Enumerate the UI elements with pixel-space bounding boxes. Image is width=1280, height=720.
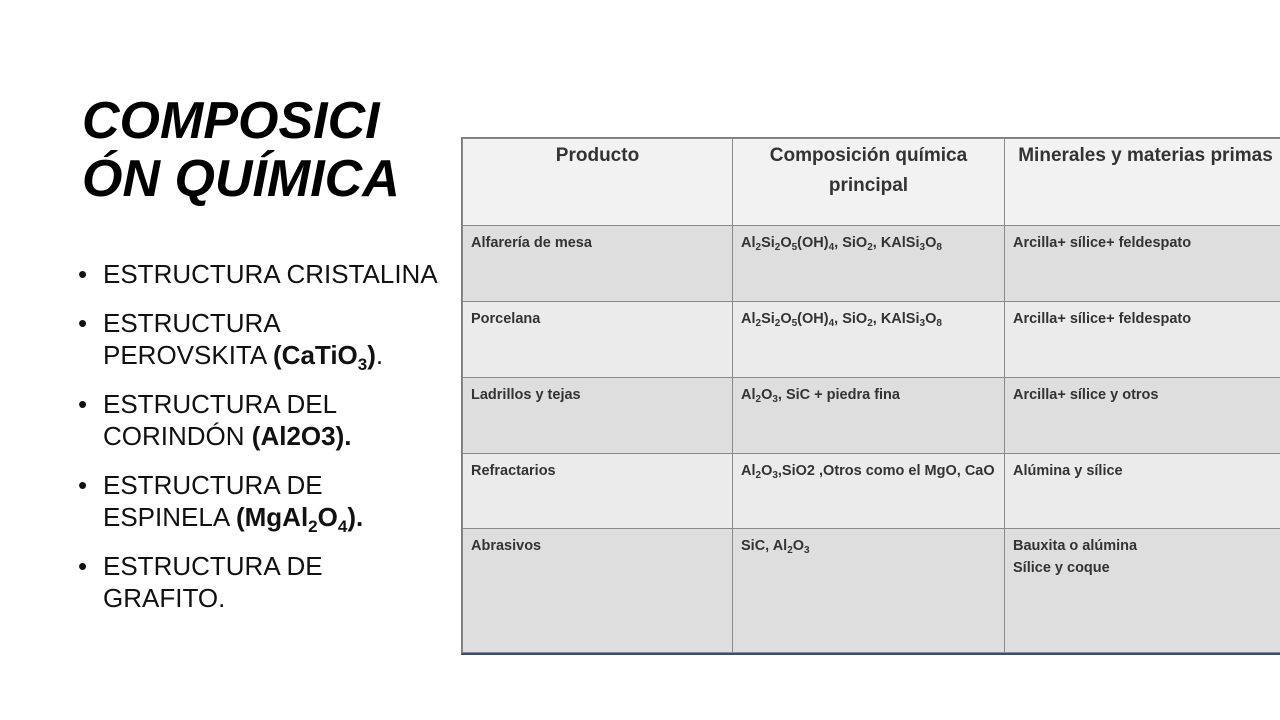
formula-subscript: 2 (867, 242, 873, 253)
cell-producto: Alfarería de mesa (463, 226, 733, 302)
bullet-subscript: 3 (357, 355, 368, 374)
formula-subscript: 5 (791, 317, 798, 329)
formula-subscript: 3 (919, 317, 926, 329)
bullet-item: • ESTRUCTURA DE GRAFITO. (78, 550, 438, 614)
bullet-formula: (Al2O3). (251, 421, 352, 451)
bullet-item: • ESTRUCTURA CRISTALINA (78, 258, 438, 290)
cell-minerales: Arcilla+ sílice y otros (1005, 377, 1280, 453)
header-composicion: Composición química principal (733, 139, 1005, 226)
cell-producto: Abrasivos (463, 529, 733, 653)
bullet-formula: O (317, 502, 338, 532)
bullet-formula: ). (347, 502, 364, 532)
formula-subscript: 8 (936, 242, 942, 253)
bullet-formula: (MgAl (235, 502, 309, 532)
formula-subscript: 8 (936, 317, 942, 329)
cell-composicion: $Al_2Si_2O_5(OH)_4$, SiO$_2$, $KAlSi_3O_8$ (733, 301, 1005, 377)
cell-minerales: Alúmina y sílice (1005, 453, 1280, 529)
formula-subscript: 2 (755, 469, 762, 481)
bullet-item: • ESTRUCTURA DEL CORINDÓN (Al2O3). (78, 388, 438, 452)
formula-subscript: 2 (867, 317, 873, 329)
formula-subscript: 4 (828, 242, 835, 253)
header-producto: Producto (463, 139, 733, 226)
slide-title-line2: ÓN QUÍMICA (82, 150, 400, 208)
cell-producto: Ladrillos y tejas (463, 377, 733, 453)
composition-table (461, 137, 1280, 655)
bullet-list (78, 258, 438, 631)
header-minerales: Minerales y materias primas (1005, 139, 1280, 226)
formula-subscript: 4 (828, 317, 835, 329)
cell-composicion: SiC, $Al_2O_3$ (733, 529, 1005, 653)
table-row (463, 529, 1280, 653)
slide-title-line1: COMPOSICI (82, 92, 380, 150)
cell-composicion: $Al_2Si_2O_5(OH)_4$, SiO$_2$, $KAlSi_3O_8$ (733, 226, 1005, 302)
table-row (463, 453, 1280, 529)
cell-producto: Porcelana (463, 301, 733, 377)
formula-subscript: 3 (772, 469, 778, 481)
bullet-formula: (CaTiO (273, 340, 358, 370)
cell-minerales: Arcilla+ sílice+ feldespato (1005, 226, 1280, 302)
formula-subscript: 2 (755, 317, 762, 329)
table-header-row (463, 139, 1280, 226)
formula-subscript: 3 (804, 545, 810, 557)
bullet-formula: ) (367, 340, 376, 370)
formula-subscript: 2 (787, 545, 793, 557)
table-row (463, 301, 1280, 377)
bullet-item: • ESTRUCTURA DE ESPINELA $(MgAl_2O_4)$. (78, 469, 438, 533)
cell-composicion: $Al_2O_3$, SiC + piedra fina (733, 377, 1005, 453)
formula-subscript: 3 (919, 242, 926, 253)
cell-minerales: Arcilla+ sílice+ feldespato (1005, 301, 1280, 377)
formula-subscript: 2 (774, 317, 781, 329)
formula-subscript: 2 (755, 242, 762, 253)
slide-title (82, 92, 452, 208)
table-row (463, 377, 1280, 453)
formula-subscript: 5 (791, 242, 798, 253)
cell-minerales: Bauxita o alúmina Sílice y coque (1005, 529, 1280, 653)
formula-subscript: 2 (774, 242, 781, 253)
table-row (463, 226, 1280, 302)
bullet-item: • ESTRUCTURA PEROVSKITA (CaTiO$_3$). (78, 307, 438, 371)
bullet-subscript: 4 (337, 517, 348, 536)
cell-composicion: $Al_2O_3,SiO2$ ,Otros como el MgO, CaO (733, 453, 1005, 529)
formula-subscript: 3 (772, 393, 778, 405)
formula-subscript: 2 (755, 393, 762, 405)
bullet-subscript: 2 (308, 517, 318, 536)
cell-producto: Refractarios (463, 453, 733, 529)
